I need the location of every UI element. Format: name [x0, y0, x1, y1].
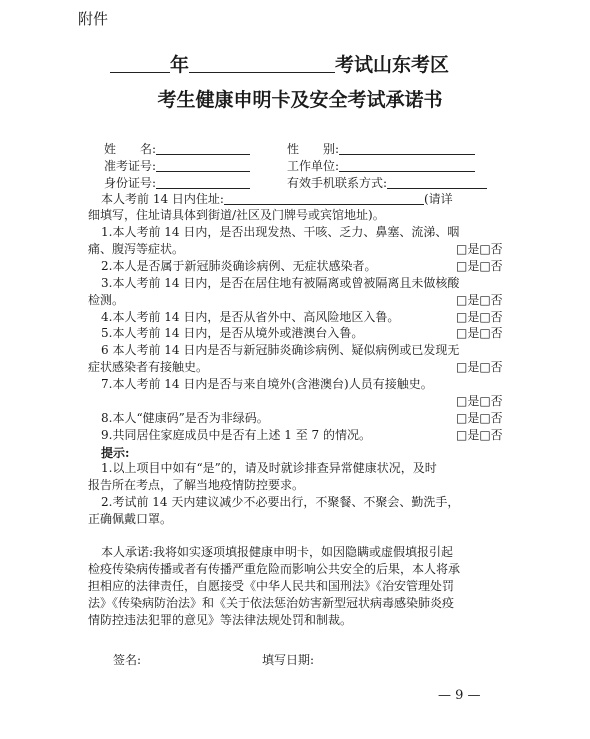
name-field[interactable] [156, 141, 250, 155]
gender-label: 性 别: [287, 142, 340, 156]
hint-1-line-b: 报告所在考点，了解当地疫情防控要求。 [88, 478, 305, 492]
item-3-line-a: 3.本人考前 14 日内，是否在居住地有被隔离或曾被隔离且未做核酸 [101, 276, 460, 290]
attachment-label: 附件 [78, 10, 109, 28]
address-label: 本人考前 14 日内住址: [101, 192, 224, 206]
item-1-checkboxes[interactable]: □是□否 [456, 242, 503, 256]
id-no-field[interactable] [156, 175, 250, 189]
address-line-1 [101, 191, 453, 207]
title-line-2: 考生健康申明卡及安全考试承诺书 [157, 89, 443, 111]
pledge-line-3: 担相应的法律责任，自愿接受《中华人民共和国刑法》《治安管理处罚 [88, 579, 455, 593]
signature-label: 签名: [113, 653, 142, 667]
title-year: 年 [170, 54, 190, 76]
item-6-line-b: 症状感染者有接触史。 [88, 360, 209, 374]
pledge-line-4: 法》《传染病防治法》和《关于依法惩治妨害新型冠状病毒感染肺炎疫 [88, 596, 455, 610]
item-8: 8.本人“健康码”是否为非绿码。 [101, 411, 269, 425]
item-3-line-b: 检测。 [88, 293, 125, 307]
id-no-label: 身份证号: [104, 176, 157, 190]
item-4: 4.本人考前 14 日内，是否从省外中、高风险地区入鲁。 [101, 310, 400, 324]
phone-label: 有效手机联系方式: [287, 176, 388, 190]
item-2-checkboxes[interactable]: □是□否 [456, 259, 503, 273]
pledge-line-5: 情防控违法犯罪的意见》等法律法规处罚和制裁。 [88, 613, 353, 627]
name-label: 姓 名: [104, 142, 157, 156]
address-note-start: (请详 [423, 192, 453, 206]
item-7-checkboxes[interactable]: □是□否 [456, 394, 503, 408]
phone-field[interactable] [387, 175, 487, 189]
item-4-checkboxes[interactable]: □是□否 [456, 310, 503, 324]
title-line-1 [110, 50, 490, 77]
item-5-checkboxes[interactable]: □是□否 [456, 326, 503, 340]
hint-1-line-a: 1.以上项目中如有“是”的，请及时就诊排查异常健康状况，及时 [101, 461, 437, 475]
pledge-line-2: 检疫传染病传播或者有传播严重危险而影响公共安全的后果，本人将承 [88, 562, 461, 576]
work-unit-field[interactable] [339, 158, 475, 172]
item-6-checkboxes[interactable]: □是□否 [456, 360, 503, 374]
date-label: 填写日期: [262, 653, 315, 667]
item-7: 7.本人考前 14 日内是否与来自境外(含港澳台)人员有接触史。 [101, 377, 433, 391]
hint-heading: 提示: [101, 446, 130, 460]
item-1-line-a: 1.本人考前 14 日内，是否出现发热、干咳、乏力、鼻塞、流涕、咽 [101, 225, 460, 239]
item-1-line-b: 痛、腹泻等症状。 [88, 242, 185, 256]
id-no-row [104, 175, 250, 191]
item-6-line-a: 6 本人考前 14 日内是否与新冠肺炎确诊病例、疑似病例或已发现无 [101, 343, 460, 357]
exam-no-row [104, 158, 250, 174]
gender-field[interactable] [339, 141, 475, 155]
phone-row [287, 175, 487, 191]
exam-no-field[interactable] [156, 158, 250, 172]
pledge-line-1: 本人承诺:我将如实逐项填报健康申明卡，如因隐瞒或虚假填报引起 [101, 545, 454, 559]
address-line-2: 细填写，住址请具体到街道/社区及门牌号或宾馆地址)。 [88, 208, 385, 222]
hint-2-line-a: 2.考试前 14 天内建议减少不必要出行，不聚餐、不聚会、勤洗手， [101, 495, 460, 509]
item-5: 5.本人考前 14 日内，是否从境外或港澳台入鲁。 [101, 326, 364, 340]
gender-row [287, 141, 475, 157]
item-2: 2.本人是否属于新冠肺炎确诊病例、无症状感染者。 [101, 259, 377, 273]
item-8-checkboxes[interactable]: □是□否 [456, 411, 503, 425]
page-number: — 9 — [438, 688, 481, 703]
item-3-checkboxes[interactable]: □是□否 [456, 293, 503, 307]
work-unit-label: 工作单位: [287, 159, 340, 173]
exam-name-blank[interactable] [189, 54, 335, 73]
address-field[interactable] [224, 191, 424, 205]
name-row [104, 141, 250, 157]
item-9: 9.共同居住家庭成员中是否有上述 1 至 7 的情况。 [101, 428, 371, 442]
exam-no-label: 准考证号: [104, 159, 157, 173]
year-blank[interactable] [110, 54, 170, 73]
hint-2-line-b: 正确佩戴口罩。 [88, 512, 173, 526]
item-9-checkboxes[interactable]: □是□否 [456, 428, 503, 442]
title-suffix: 考试山东考区 [335, 54, 450, 76]
work-unit-row [287, 158, 475, 174]
